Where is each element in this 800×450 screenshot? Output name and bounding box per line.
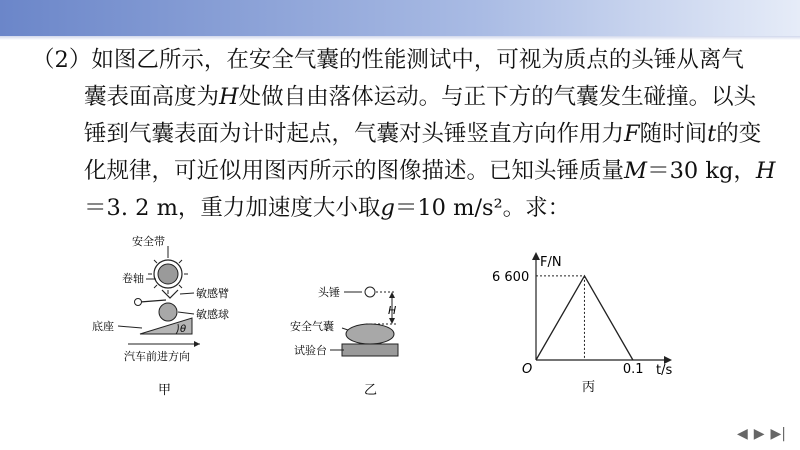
y-axis-arrow <box>532 252 540 260</box>
label-airbag: 安全气囊 <box>290 320 334 333</box>
x-axis-label: t/s <box>656 363 673 378</box>
label-sensor-arm: 敏感臂 <box>196 287 229 300</box>
caption-yi: 乙 <box>364 383 378 398</box>
last-slide-button[interactable]: ▶| <box>770 426 786 442</box>
pivot <box>135 299 142 306</box>
figure-jia <box>88 232 238 398</box>
test-platform <box>342 344 398 356</box>
figure-yi <box>290 270 410 398</box>
problem-line-4: 化规律，可近似用图丙所示的图像描述。已知头锤质量M＝30 kg，H <box>84 158 776 184</box>
y-axis-label: F/N <box>540 255 562 270</box>
problem-text <box>32 42 780 227</box>
y-tick-label: 6 600 <box>492 269 530 285</box>
head-hammer <box>365 287 375 297</box>
prev-slide-button[interactable]: ◀ <box>736 426 748 442</box>
sensor-ball <box>159 303 177 321</box>
problem-line-3: 锤到气囊表面为计时起点，气囊对头锤竖直方向作用力F随时间t的变 <box>84 121 762 147</box>
x-tick-label: 0.1 <box>622 362 644 377</box>
next-slide-button[interactable]: ▶ <box>753 426 765 442</box>
problem-line-5: ＝3. 2 m，重力加速度大小取g＝10 m/s²。求： <box>84 195 571 221</box>
slide-nav <box>737 426 786 442</box>
sensor-arm <box>162 290 178 298</box>
top-banner <box>0 0 800 36</box>
caption-jia: 甲 <box>158 383 172 398</box>
label-head-hammer: 头锤 <box>318 286 340 299</box>
label-theta: θ <box>180 324 187 335</box>
airbag <box>346 324 394 344</box>
problem-line-2: 囊表面高度为H处做自由落体运动。与正下方的气囊发生碰撞。以头 <box>84 84 757 110</box>
origin-label: O <box>522 362 533 377</box>
label-platform: 试验台 <box>294 344 327 357</box>
reel-gear <box>148 254 188 294</box>
label-sensor-ball: 敏感球 <box>196 308 229 321</box>
label-base: 底座 <box>92 320 114 333</box>
label-height: H <box>388 304 397 317</box>
caption-bing: 丙 <box>582 380 596 395</box>
label-reel: 卷轴 <box>122 272 144 285</box>
figure-bing-chart <box>490 246 690 396</box>
problem-line-1: （2）如图乙所示，在安全气囊的性能测试中，可视为质点的头锤从离气 <box>32 47 744 73</box>
label-seatbelt: 安全带 <box>132 235 165 248</box>
label-direction: 汽车前进方向 <box>124 350 190 363</box>
